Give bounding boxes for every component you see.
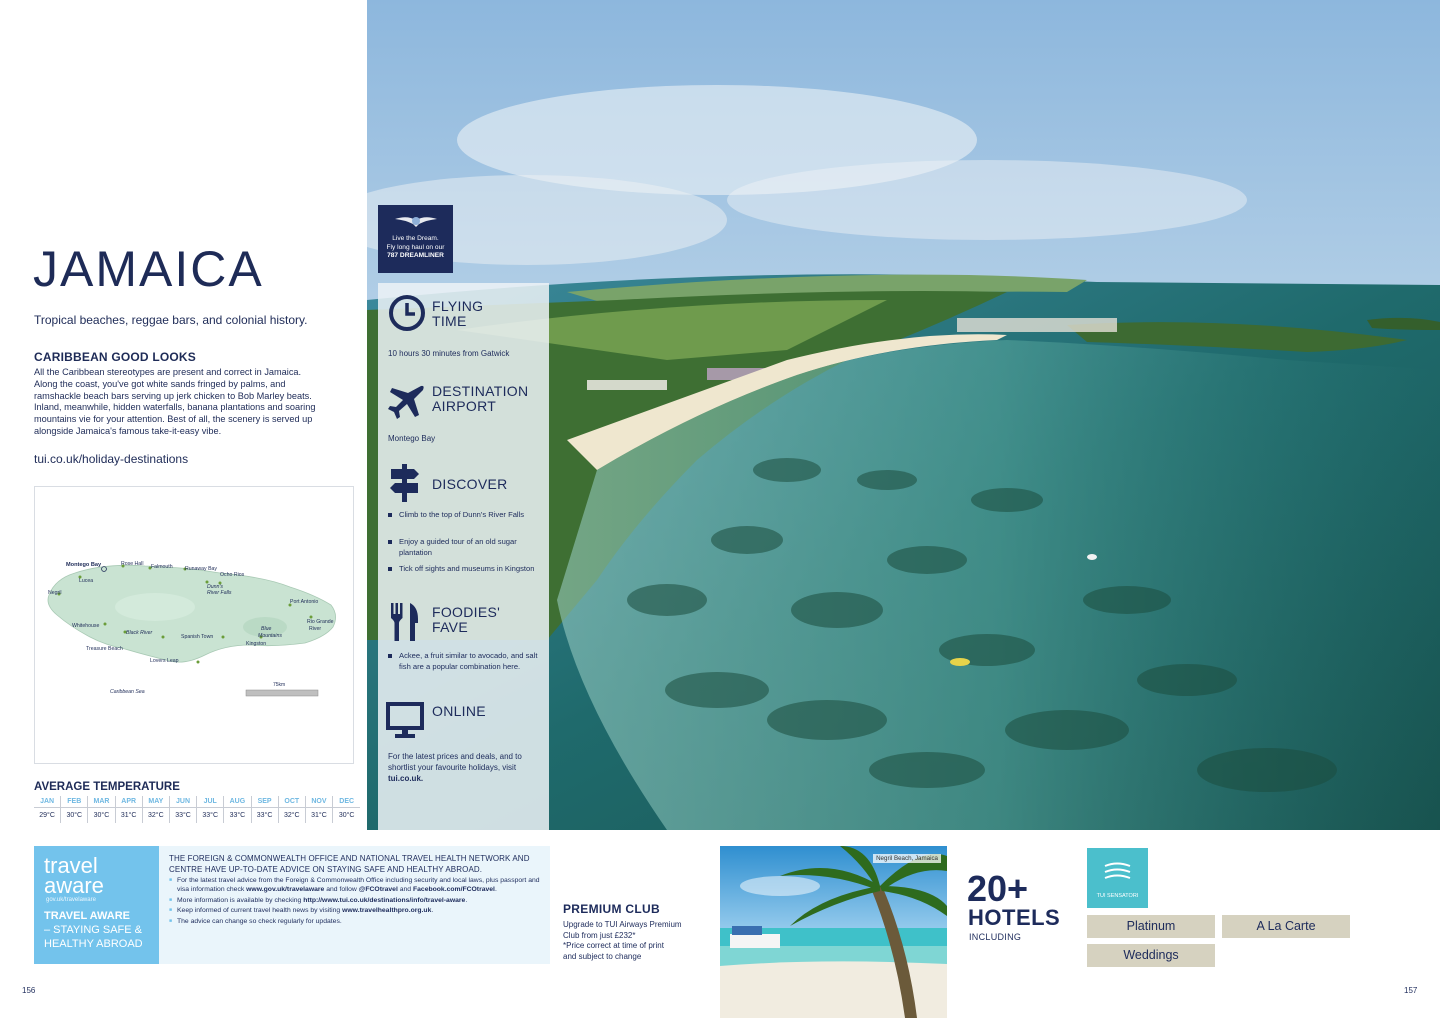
temperature-column — [306, 796, 333, 823]
premium-club-text: Upgrade to TUI Airways Premium Club from just £232* *Price correct at time of print and subject to change — [563, 920, 682, 961]
info-panel — [378, 283, 549, 830]
map-label: Treasure Beach — [86, 646, 123, 652]
monitor-icon — [386, 702, 426, 740]
discover-item: Enjoy a guided tour of an old sugar plantation — [388, 537, 538, 559]
map-label: Lucea — [79, 578, 94, 584]
temperature-month: JAN — [40, 798, 55, 805]
tag-a-la-carte: A La Carte — [1222, 915, 1350, 938]
map-label: Kingston — [246, 641, 267, 647]
temperature-value: 30°C — [333, 807, 360, 823]
temperature-value: 29°C — [34, 807, 60, 823]
online-text: For the latest prices and deals, and to shortlist your favourite holidays, visit — [388, 752, 522, 772]
temperature-month: JUL — [203, 798, 217, 805]
travel-aware-word-2: aware — [44, 873, 104, 898]
discover-item: Tick off sights and museums in Kingston — [388, 564, 538, 575]
tui-travel-aware-link[interactable]: http://www.tui.co.uk/destinations/info/travel-aware — [303, 896, 466, 904]
foodies-title-2: FAVE — [432, 619, 468, 635]
sensatori-label: TUI SENSATORI — [1096, 893, 1139, 899]
temperature-column — [170, 796, 197, 823]
travel-aware-heading: THE FOREIGN & COMMONWEALTH OFFICE AND NATIONAL TRAVEL HEALTH NETWORK AND CENTRE HAVE UP-TO-DATE ADVICE ON STAYING SAFE AND HEALTHY ABROAD. — [169, 854, 530, 874]
airport-title-2: AIRPORT — [432, 398, 497, 414]
temperature-column — [34, 796, 61, 823]
premium-club-heading: PREMIUM CLUB — [563, 902, 660, 916]
foodies-title-1: FOODIES' — [432, 604, 501, 620]
holiday-destinations-link[interactable]: tui.co.uk/holiday-destinations — [34, 452, 189, 466]
map-label: Runaway Bay — [185, 566, 218, 572]
map-label: Caribbean Sea — [110, 689, 145, 695]
temperature-column — [252, 796, 279, 823]
hotels-including: INCLUDING — [969, 932, 1022, 942]
hotels-count: 20+ — [967, 868, 1029, 909]
airport-text: Montego Bay — [388, 434, 436, 443]
map-label: Dunn's — [207, 584, 223, 590]
map-label: Rio Grande — [307, 619, 334, 625]
plane-icon — [386, 383, 426, 421]
temperature-value: 33°C — [252, 807, 278, 823]
temperature-month: AUG — [229, 798, 246, 805]
map-label: Rose Hall — [121, 561, 144, 567]
temperature-value: 30°C — [88, 807, 114, 823]
temperature-month: APR — [121, 798, 137, 805]
advice-item: ■ For the latest travel advice from the Foreign & Commonwealth Office including security and local laws, plus passport and visa information check www.gov.uk/travelaware and follow @FCOtravel and Facebook.com/FCOtravel. — [169, 876, 540, 895]
temperature-column — [61, 796, 88, 823]
travel-aware-advice — [159, 846, 550, 964]
facebook-fcotravel-link[interactable]: Facebook.com/FCOtravel — [412, 886, 495, 894]
signpost-icon — [388, 464, 422, 502]
gov-travelaware-link[interactable]: www.gov.uk/travelaware — [246, 886, 325, 894]
discover-item: Climb to the top of Dunn's River Falls — [388, 510, 538, 521]
advice-item: ■ Keep informed of current travel health news by visiting www.travelhealthpro.org.uk. — [169, 906, 540, 915]
temperature-value: 31°C — [306, 807, 332, 823]
dreamliner-wing-icon — [395, 211, 437, 231]
temperature-month: FEB — [67, 798, 82, 805]
temperature-month: JUN — [176, 798, 191, 805]
sensatori-wave-icon — [1087, 848, 1148, 892]
temperature-month: NOV — [311, 798, 327, 805]
temperature-column — [143, 796, 170, 823]
map-label: Spanish Town — [181, 634, 214, 640]
map-label: Falmouth — [151, 564, 173, 570]
tag-weddings: Weddings — [1087, 944, 1215, 967]
dreamliner-line2: Fly long haul on our — [386, 243, 445, 251]
map-label: Ocho Rios — [220, 572, 245, 578]
temperature-month: DEC — [339, 798, 355, 805]
map-label: Whitehouse — [72, 623, 100, 629]
hotels-word: HOTELS — [968, 905, 1061, 930]
temperature-column — [333, 796, 360, 823]
temperature-value: 33°C — [197, 807, 223, 823]
dreamliner-badge — [378, 205, 453, 273]
temperature-month: OCT — [284, 798, 300, 805]
map-label: Mountains — [258, 633, 282, 639]
fcotravel-link[interactable]: @FCOtravel — [358, 886, 398, 894]
negril-beach-photo — [720, 846, 947, 1018]
temperature-column — [279, 796, 306, 823]
travel-aware-url: gov.uk/travelaware — [46, 897, 96, 903]
jamaica-map — [34, 486, 354, 764]
temperature-heading: AVERAGE TEMPERATURE — [34, 781, 180, 793]
travel-aware-logo — [34, 846, 159, 964]
online-title: ONLINE — [432, 703, 486, 719]
map-label: Montego Bay — [66, 562, 102, 568]
tag-platinum: Platinum — [1087, 915, 1215, 938]
advice-item: ■ The advice can change so check regularly for updates. — [169, 917, 540, 926]
temperature-month: MAY — [148, 798, 164, 805]
travel-aware-sub-3: HEALTHY ABROAD — [44, 938, 143, 950]
temperature-value: 32°C — [143, 807, 169, 823]
dreamliner-line1: Live the Dream. — [392, 235, 439, 242]
temperature-value: 31°C — [116, 807, 142, 823]
temperature-month: MAR — [93, 798, 110, 805]
travel-aware-sub-1: TRAVEL AWARE — [44, 910, 130, 922]
travelhealthpro-link[interactable]: www.travelhealthpro.org.uk — [342, 907, 432, 915]
map-label: Lovers Leap — [150, 658, 179, 664]
map-label: Blue — [261, 626, 272, 632]
page-number-right: 157 — [1404, 986, 1418, 995]
cutlery-icon — [390, 603, 420, 641]
temperature-column — [224, 796, 251, 823]
temperature-column — [116, 796, 143, 823]
tagline: Tropical beaches, reggae bars, and colonial history. — [34, 313, 308, 327]
map-label: River Falls — [207, 590, 232, 596]
advice-item: ■ More information is available by checking http://www.tui.co.uk/destinations/info/travel-aware. — [169, 896, 540, 905]
flying-time-title-1: FLYING — [432, 298, 484, 314]
temperature-month: SEP — [257, 798, 272, 805]
map-label: Black River — [126, 630, 153, 636]
temperature-value: 33°C — [170, 807, 196, 823]
page-number-left: 156 — [22, 986, 36, 995]
map-label: Port Antonio — [290, 599, 319, 605]
temperature-value: 33°C — [224, 807, 250, 823]
flying-time-text: 10 hours 30 minutes from Gatwick — [388, 349, 510, 358]
foodies-item: Ackee, a fruit similar to avocado, and salt fish are a popular combination here. — [388, 651, 538, 673]
temperature-table — [34, 796, 360, 823]
map-label: Negril — [48, 590, 62, 596]
map-scale-label: 75km — [273, 682, 286, 688]
travel-aware-sub-2: – STAYING SAFE & — [44, 924, 143, 936]
discover-title: DISCOVER — [432, 476, 508, 492]
dreamliner-line3: 787 DREAMLINER — [387, 252, 444, 260]
airport-title-1: DESTINATION — [432, 383, 529, 399]
intro-body: All the Caribbean stereotypes are present and correct in Jamaica. Along the coast, you've got white sands fringed by palms, and ramshackle beach bars serving up jerk chicken to Bob Marley beats. Inland, meanwhile, hidden waterfalls, banana plantations and soaring mountains vie for your attention. Best of all, the scenery is served up alongside Jamaica's famous take-it-easy vibe. — [34, 367, 316, 436]
clock-icon — [388, 294, 426, 332]
page-title: JAMAICA — [33, 241, 264, 297]
temperature-column — [88, 796, 115, 823]
temperature-column — [197, 796, 224, 823]
tui-link[interactable]: tui.co.uk. — [388, 774, 424, 783]
flying-time-title-2: TIME — [432, 313, 467, 329]
intro-heading: CARIBBEAN GOOD LOOKS — [34, 350, 197, 364]
tui-sensatori-logo — [1087, 848, 1148, 908]
travel-aware-word-1: travel — [44, 853, 98, 878]
photo-caption: Negril Beach, Jamaica — [873, 854, 941, 863]
temperature-value: 30°C — [61, 807, 87, 823]
temperature-value: 32°C — [279, 807, 305, 823]
map-label: River — [309, 626, 322, 632]
